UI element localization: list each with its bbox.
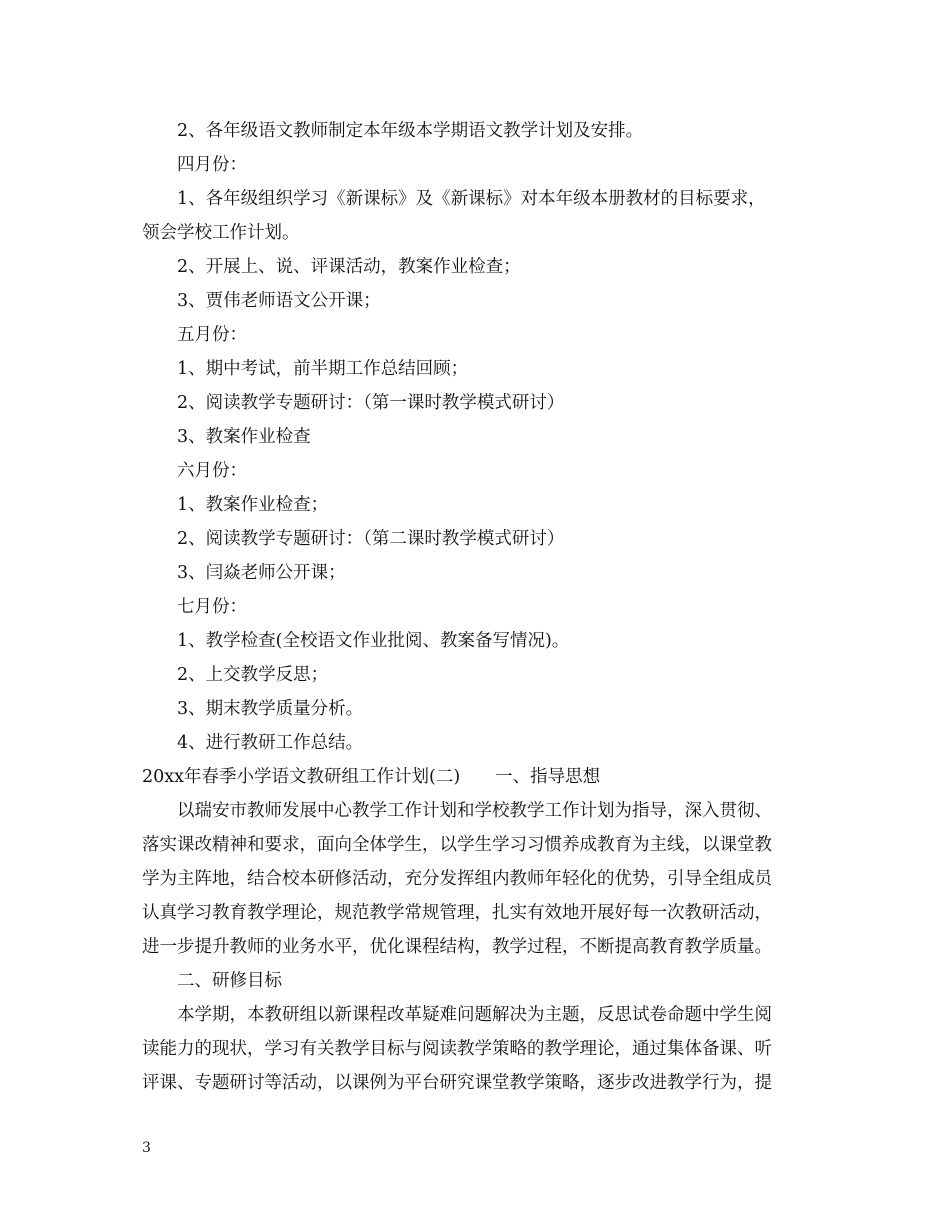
document-title-line: 20xx年春季小学语文教研组工作计划(二) 一、指导思想 [142,767,601,787]
paragraph-line: 进一步提升教师的业务水平，优化课程结构，教学过程，不断提高教育教学质量。 [142,937,772,957]
text-line: 1、教案作业检查； [177,495,329,515]
text-line: 3、期末教学质量分析。 [177,699,364,719]
text-line: 3、教案作业检查 [177,427,311,447]
text-line: 3、闫焱老师公开课； [177,563,346,583]
text-line: 3、贾伟老师语文公开课； [177,291,381,311]
paragraph-line: 以瑞安市教师发展中心教学工作计划和学校教学工作计划为指导，深入贯彻、 [177,801,772,821]
text-line: 1、期中考试，前半期工作总结回顾； [177,359,469,379]
text-line: 1、各年级组织学习《新课标》及《新课标》对本年级本册教材的目标要求， [177,189,766,209]
paragraph-line: 读能力的现状，学习有关教学目标与阅读教学策略的教学理论，通过集体备课、听 [142,1039,772,1059]
section-heading-july: 七月份： [177,597,247,617]
text-line: 2、开展上、说、评课活动，教案作业检查； [177,257,521,277]
section-heading-april: 四月份： [177,155,247,175]
section-heading-june: 六月份： [177,461,247,481]
paragraph-line: 学为主阵地，结合校本研修活动，充分发挥组内教师年轻化的优势，引导全组成员 [142,869,772,889]
text-line: 1、教学检查(全校语文作业批阅、教案备写情况)。 [177,631,570,651]
text-line: 4、进行教研工作总结。 [177,733,364,753]
paragraph-line: 认真学习教育教学理论，规范教学常规管理，扎实有效地开展好每一次教研活动， [142,903,772,923]
section-heading-goals: 二、研修目标 [177,971,282,991]
text-line: 2、阅读教学专题研讨：（第一课时教学模式研讨） [177,393,565,413]
paragraph-line: 评课、专题研讨等活动，以课例为平台研究课堂教学策略，逐步改进教学行为，提 [142,1073,772,1093]
text-line: 2、阅读教学专题研讨：（第二课时教学模式研讨） [177,529,565,549]
page-number: 3 [142,1140,151,1156]
paragraph-line: 落实课改精神和要求，面向全体学生，以学生学习习惯养成教育为主线，以课堂教 [142,835,772,855]
text-line: 领会学校工作计划。 [142,223,300,243]
section-heading-may: 五月份： [177,325,247,345]
paragraph-line: 本学期，本教研组以新课程改革疑难问题解决为主题，反思试卷命题中学生阅 [177,1005,772,1025]
text-line: 2、上交教学反思； [177,665,329,685]
text-line: 2、各年级语文教师制定本年级本学期语文教学计划及安排。 [177,121,644,141]
